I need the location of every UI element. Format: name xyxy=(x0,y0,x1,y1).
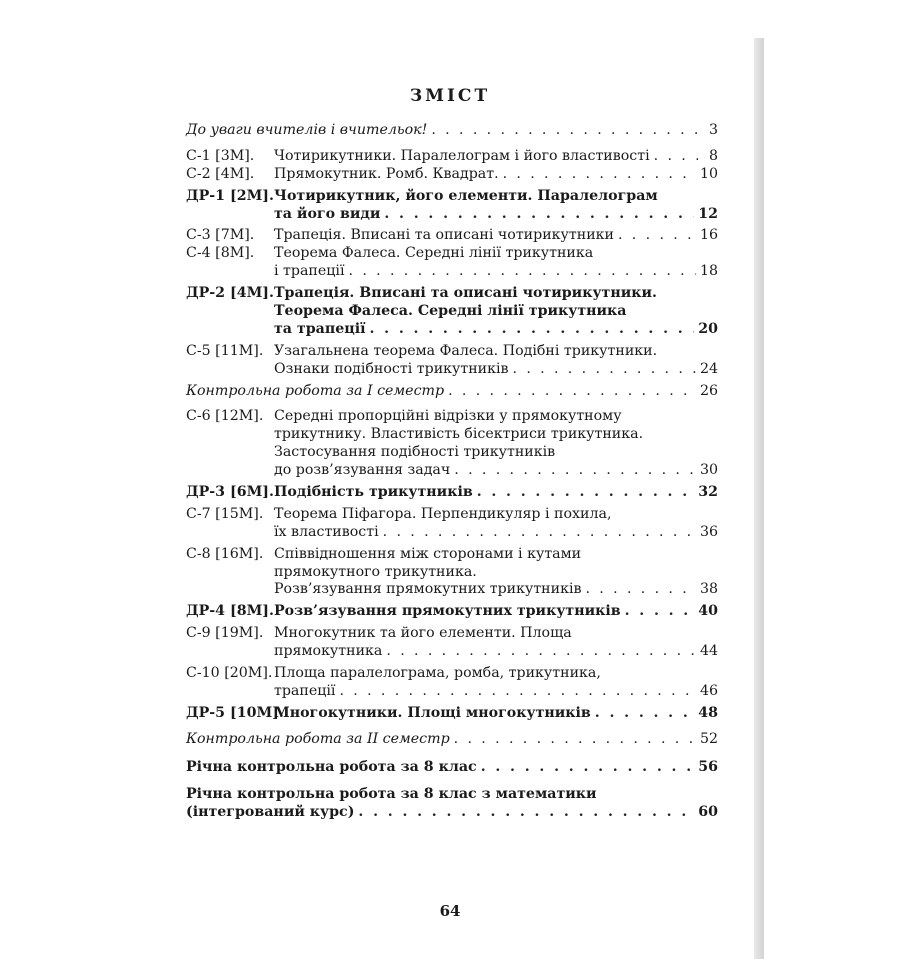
toc-entry[interactable] xyxy=(186,625,718,661)
toc-entry[interactable] xyxy=(186,122,718,140)
toc-entry[interactable] xyxy=(186,166,718,184)
toc-entry[interactable] xyxy=(186,759,718,777)
toc-entry[interactable] xyxy=(186,665,718,701)
toc-entry-title-line: Застосування подібності трикутників xyxy=(274,444,556,461)
page-edge-shadow xyxy=(754,38,764,959)
dot-leader xyxy=(383,524,696,542)
toc-entry-page: 10 xyxy=(699,165,718,182)
toc-entry-code: С-10 [20М]. xyxy=(186,665,273,682)
toc-entry-title-line: Середні пропорційні відрізки у прямокутному xyxy=(274,408,622,425)
toc-entry-page: 46 xyxy=(699,682,718,699)
toc-entry-page: 18 xyxy=(699,263,718,280)
dot-leader xyxy=(585,581,695,599)
toc-entry-title-line: Чотирикутник, його елементи. Паралелограм xyxy=(274,187,658,204)
toc-entry-title-line: трикутнику. Властивість бісектриси трикутника. xyxy=(274,426,644,443)
toc-entry-page: 36 xyxy=(699,523,718,540)
toc-entry-page: 20 xyxy=(698,320,718,337)
dot-leader xyxy=(625,603,695,621)
toc-entry-code: ДР-3 [6М]. xyxy=(186,484,274,501)
toc-entry-title-line: та трапеції xyxy=(274,320,366,337)
toc-entry[interactable] xyxy=(186,731,718,749)
toc-entry-code: С-3 [7М]. xyxy=(186,227,255,244)
toc-entry-title-line: Річна контрольна робота за 8 клас з математики xyxy=(186,786,597,803)
toc-entry-title-line: Чотирикутники. Паралелограм і його властивості xyxy=(274,147,650,164)
toc-entry-code: С-7 [15М]. xyxy=(186,505,264,522)
toc-entry[interactable] xyxy=(186,227,718,245)
toc-entry-title-line: до розв’язування задач xyxy=(274,462,451,479)
toc-entry-title-line: Розв’язування прямокутних трикутників xyxy=(274,603,621,620)
toc-entry-page: 48 xyxy=(698,704,718,721)
dot-leader xyxy=(448,383,696,401)
toc-entry-page: 60 xyxy=(698,804,718,821)
dot-leader xyxy=(503,166,696,184)
dot-leader xyxy=(481,759,695,777)
toc-entry-code: С-2 [4М]. xyxy=(186,165,255,182)
toc-entry-page: 12 xyxy=(698,205,718,222)
toc-entry-code: ДР-2 [4М]. xyxy=(186,285,274,302)
toc-entry-page: 16 xyxy=(699,227,718,244)
toc-entry-page: 38 xyxy=(699,581,718,598)
toc-entry-code: С-6 [12М]. xyxy=(186,408,264,425)
toc-entry-title-line: Прямокутник. Ромб. Квадрат. xyxy=(274,165,499,182)
toc-entry-title-line: Теорема Фалеса. Середні лінії трикутника xyxy=(274,245,594,262)
toc-entry-code: ДР-1 [2М]. xyxy=(186,187,274,204)
toc-entry-page: 8 xyxy=(708,147,718,164)
toc-entry-page: 40 xyxy=(698,603,718,620)
toc-entry-title-line: та його види xyxy=(274,205,381,222)
dot-leader xyxy=(339,683,695,701)
toc-entry[interactable] xyxy=(186,343,718,379)
dot-leader xyxy=(358,804,694,822)
dot-leader xyxy=(386,643,696,661)
toc-entry-code: С-5 [11М]. xyxy=(186,342,264,359)
toc-entry-title-line: Трапеція. Вписані та описані чотирикутники xyxy=(274,227,614,244)
dot-leader xyxy=(595,705,694,723)
toc-entry-title-line: Розв’язування прямокутних трикутників xyxy=(274,581,582,598)
toc-entry-page: 56 xyxy=(698,758,718,775)
toc-entry[interactable] xyxy=(186,285,718,339)
toc-entry-code: ДР-4 [8М]. xyxy=(186,603,274,620)
dot-leader xyxy=(454,731,696,749)
toc-entry[interactable] xyxy=(186,148,718,166)
dot-leader xyxy=(618,227,696,245)
toc-entry[interactable] xyxy=(186,546,718,600)
toc-entry-title-line: Контрольна робота за II семестр xyxy=(186,730,450,747)
toc-entry-code: С-1 [3М]. xyxy=(186,147,255,164)
table-of-contents xyxy=(186,122,718,822)
toc-entry[interactable] xyxy=(186,787,718,823)
dot-leader xyxy=(384,206,694,224)
toc-entry-code: С-4 [8М]. xyxy=(186,245,255,262)
toc-entry-title-line: і трапеції xyxy=(274,263,345,280)
toc-entry-code: ДР-5 [10М]. xyxy=(186,704,284,721)
toc-entry-code: С-9 [19М]. xyxy=(186,625,264,642)
toc-entry[interactable] xyxy=(186,383,718,401)
toc-entry-page: 52 xyxy=(699,730,718,747)
toc-entry-page: 3 xyxy=(708,121,718,138)
toc-entry[interactable] xyxy=(186,705,718,723)
toc-entry-page: 30 xyxy=(699,462,718,479)
toc-entry-page: 26 xyxy=(699,382,718,399)
toc-entry-title-line: прямокутного трикутника. xyxy=(274,563,477,580)
toc-entry-title-line: прямокутника xyxy=(274,643,383,660)
dot-leader xyxy=(477,484,695,502)
toc-entry-title-line: Узагальнена теорема Фалеса. Подібні трикутники. xyxy=(274,342,658,359)
toc-entry[interactable] xyxy=(186,506,718,542)
toc-entry-title-line: трапеції xyxy=(274,682,336,699)
toc-entry-page: 32 xyxy=(698,484,718,501)
toc-entry-title-line: Площа паралелограма, ромба, трикутника, xyxy=(274,665,601,682)
dot-leader xyxy=(513,361,696,379)
toc-entry-title-line: Ознаки подібності трикутників xyxy=(274,360,509,377)
dot-leader xyxy=(431,122,698,140)
toc-entry-title-line: їх властивості xyxy=(274,523,379,540)
toc-entry[interactable] xyxy=(186,188,718,224)
toc-entry[interactable] xyxy=(186,245,718,281)
dot-leader xyxy=(349,263,696,281)
toc-entry-title-line: Многокутники. Площі многокутників xyxy=(274,704,591,721)
toc-entry-title-line: Річна контрольна робота за 8 клас xyxy=(186,758,477,775)
toc-entry-code: С-8 [16М]. xyxy=(186,545,264,562)
page-number: 64 xyxy=(439,902,461,920)
toc-entry[interactable] xyxy=(186,484,718,502)
toc-entry-title-line: Многокутник та його елементи. Площа xyxy=(274,625,572,642)
toc-entry-title-line: Контрольна робота за I семестр xyxy=(186,382,445,399)
toc-entry-title-line: До уваги вчителів і вчительок! xyxy=(186,121,428,138)
toc-entry-title-line: Трапеція. Вписані та описані чотирикутники. xyxy=(274,285,657,302)
page-title: ЗМІСТ xyxy=(409,86,491,106)
dot-leader xyxy=(370,321,695,339)
toc-entry-page: 44 xyxy=(699,643,718,660)
toc-entry-title-line: Подібність трикутників xyxy=(274,484,473,501)
dot-leader xyxy=(454,462,696,480)
toc-entry-title-line: Співвідношення між сторонами і кутами xyxy=(274,545,582,562)
toc-entry[interactable] xyxy=(186,603,718,621)
toc-entry[interactable] xyxy=(186,408,718,480)
toc-entry-title-line: Теорема Піфагора. Перпендикуляр і похила, xyxy=(274,505,612,522)
dot-leader xyxy=(654,148,698,166)
toc-entry-title-line: Теорема Фалеса. Середні лінії трикутника xyxy=(274,303,627,319)
toc-entry-title-line: (інтегрований курс) xyxy=(186,804,355,821)
toc-entry-page: 24 xyxy=(699,360,718,377)
